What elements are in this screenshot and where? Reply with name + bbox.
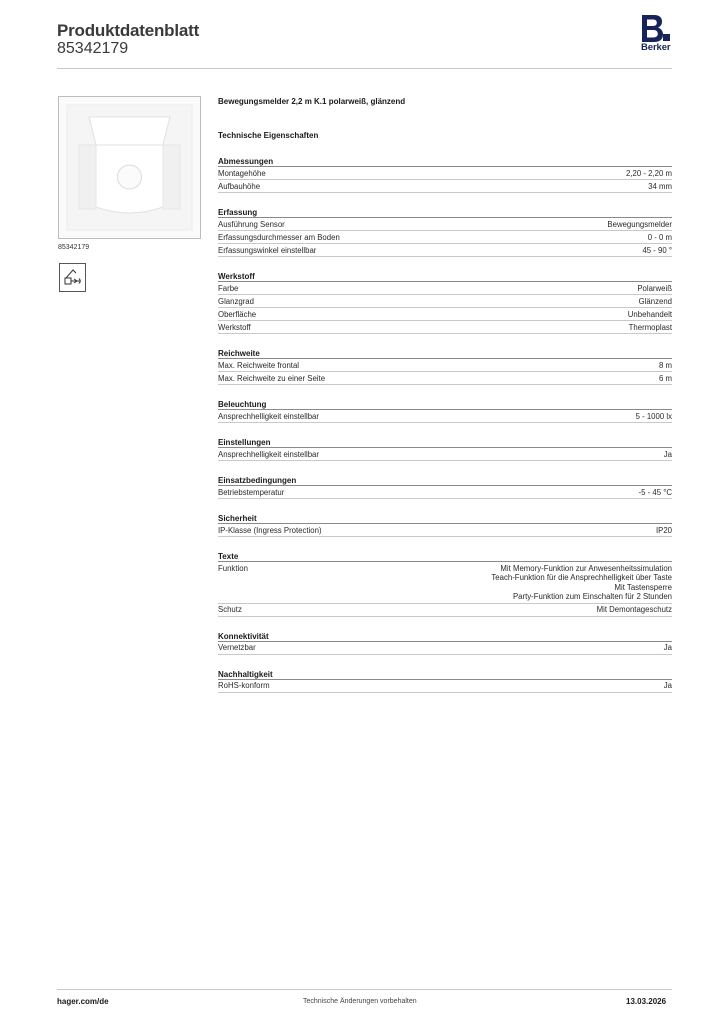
spec-row xyxy=(218,180,672,193)
footer-divider xyxy=(57,989,672,990)
spec-value: Ja xyxy=(663,449,672,459)
section-gap xyxy=(218,617,672,631)
section-title: Abmessungen xyxy=(218,156,672,167)
spec-value-line: Mit Tastensperre xyxy=(614,582,672,592)
spec-label: Erfassungsdurchmesser am Boden xyxy=(218,232,340,242)
section-title: Texte xyxy=(218,551,672,562)
section-gap xyxy=(218,193,672,207)
section-title: Werkstoff xyxy=(218,271,672,282)
spec-label: Glanzgrad xyxy=(218,296,254,306)
spec-row xyxy=(218,295,672,308)
spec-value: -5 - 45 °C xyxy=(638,487,672,497)
doc-title: Produktdatenblatt xyxy=(57,21,200,40)
logo-text: Berker xyxy=(641,42,671,53)
section-title: Sicherheit xyxy=(218,513,672,524)
section-title: Einsatzbedingungen xyxy=(218,475,672,486)
spec-value xyxy=(491,564,672,602)
spec-table xyxy=(218,156,672,693)
spec-row xyxy=(218,642,672,655)
spec-section xyxy=(218,669,672,693)
motion-detector-illustration xyxy=(59,97,200,238)
spec-row xyxy=(218,218,672,231)
spec-section xyxy=(218,513,672,537)
spec-value: 34 mm xyxy=(648,181,672,191)
section-title: Reichweite xyxy=(218,348,672,359)
spec-value: 2,20 - 2,20 m xyxy=(626,168,672,178)
product-image xyxy=(58,96,201,239)
spec-value: Mit Demontageschutz xyxy=(596,605,672,614)
section-title: Konnektivität xyxy=(218,631,672,642)
doc-number: 85342179 xyxy=(57,40,129,57)
spec-value: Thermoplast xyxy=(628,322,672,332)
spec-label: IP-Klasse (Ingress Protection) xyxy=(218,525,322,535)
spec-section xyxy=(218,631,672,655)
footer-notice: Technische Änderungen vorbehalten xyxy=(303,998,417,1005)
spec-label: RoHS-konform xyxy=(218,681,270,690)
spec-row xyxy=(218,604,672,617)
spec-label: Schutz xyxy=(218,605,242,614)
spec-section xyxy=(218,399,672,423)
berker-logo xyxy=(640,15,674,55)
spec-section xyxy=(218,551,672,617)
spec-value: 0 - 0 m xyxy=(647,232,672,242)
spec-label: Montagehöhe xyxy=(218,168,266,178)
spec-label: Oberfläche xyxy=(218,309,257,319)
image-caption: 85342179 xyxy=(58,244,90,251)
spec-label: Max. Reichweite frontal xyxy=(218,360,300,370)
spec-row xyxy=(218,680,672,693)
spec-value: Polarweiß xyxy=(637,283,672,293)
spec-value: IP20 xyxy=(655,525,672,535)
section-gap xyxy=(218,499,672,513)
spec-section xyxy=(218,475,672,499)
section-gap xyxy=(218,423,672,437)
spec-value: 45 - 90 ° xyxy=(642,245,672,255)
spec-value: Ja xyxy=(663,681,672,690)
spec-row xyxy=(218,308,672,321)
spec-label: Erfassungswinkel einstellbar xyxy=(218,245,317,255)
spec-value: Glänzend xyxy=(638,296,672,306)
spec-section xyxy=(218,271,672,334)
spec-value: Unbehandelt xyxy=(627,309,672,319)
spec-value: Bewegungsmelder xyxy=(607,219,672,229)
spec-label: Max. Reichweite zu einer Seite xyxy=(218,373,326,383)
spec-label: Funktion xyxy=(218,563,248,573)
spec-row xyxy=(218,372,672,385)
properties-heading: Technische Eigenschaften xyxy=(218,131,319,140)
spec-value-line: Teach-Funktion für die Ansprechhelligkeit über Taste xyxy=(491,573,672,582)
spec-row xyxy=(218,321,672,334)
spec-label: Farbe xyxy=(218,283,239,293)
spec-label: Vernetzbar xyxy=(218,643,256,652)
spec-value: Ja xyxy=(663,643,672,652)
spec-row xyxy=(218,231,672,244)
spec-row xyxy=(218,410,672,423)
spec-value: 6 m xyxy=(659,373,672,383)
spec-value: 5 - 1000 lx xyxy=(635,411,672,421)
spec-row xyxy=(218,244,672,257)
product-name: Bewegungsmelder 2,2 m K.1 polarweiß, glänzend xyxy=(218,97,406,106)
spec-row xyxy=(218,282,672,295)
section-gap xyxy=(218,655,672,669)
spec-value-line: Mit Memory-Funktion zur Anwesenheitssimulation xyxy=(500,563,672,573)
section-title: Beleuchtung xyxy=(218,399,672,410)
spec-section xyxy=(218,437,672,461)
footer-website: hager.com/de xyxy=(57,997,109,1006)
spec-section xyxy=(218,156,672,193)
spec-row xyxy=(218,448,672,461)
spec-value-line: Party-Funktion zum Einschalten für 2 Stunden xyxy=(512,592,672,601)
spec-section xyxy=(218,207,672,257)
spec-label: Aufbauhöhe xyxy=(218,181,261,191)
section-title: Nachhaltigkeit xyxy=(218,669,672,680)
spec-label: Werkstoff xyxy=(218,322,251,332)
section-gap xyxy=(218,385,672,399)
section-title: Erfassung xyxy=(218,207,672,218)
section-gap xyxy=(218,461,672,475)
header-divider xyxy=(57,68,672,69)
spec-value: 8 m xyxy=(659,360,672,370)
section-gap xyxy=(218,537,672,551)
spec-row xyxy=(218,167,672,180)
spec-row xyxy=(218,359,672,372)
motion-sensor-icon xyxy=(59,263,86,292)
spec-row xyxy=(218,562,672,604)
spec-label: Betriebstemperatur xyxy=(218,487,285,497)
spec-label: Ansprechhelligkeit einstellbar xyxy=(218,449,319,459)
spec-row xyxy=(218,486,672,499)
section-title: Einstellungen xyxy=(218,437,672,448)
spec-label: Ansprechhelligkeit einstellbar xyxy=(218,411,319,421)
section-gap xyxy=(218,334,672,348)
logo-b-icon xyxy=(642,15,663,42)
section-gap xyxy=(218,257,672,271)
spec-section xyxy=(218,348,672,385)
footer-date: 13.03.2026 xyxy=(626,997,667,1006)
spec-label: Ausführung Sensor xyxy=(218,219,285,229)
logo-dot xyxy=(663,34,670,41)
spec-row xyxy=(218,524,672,537)
